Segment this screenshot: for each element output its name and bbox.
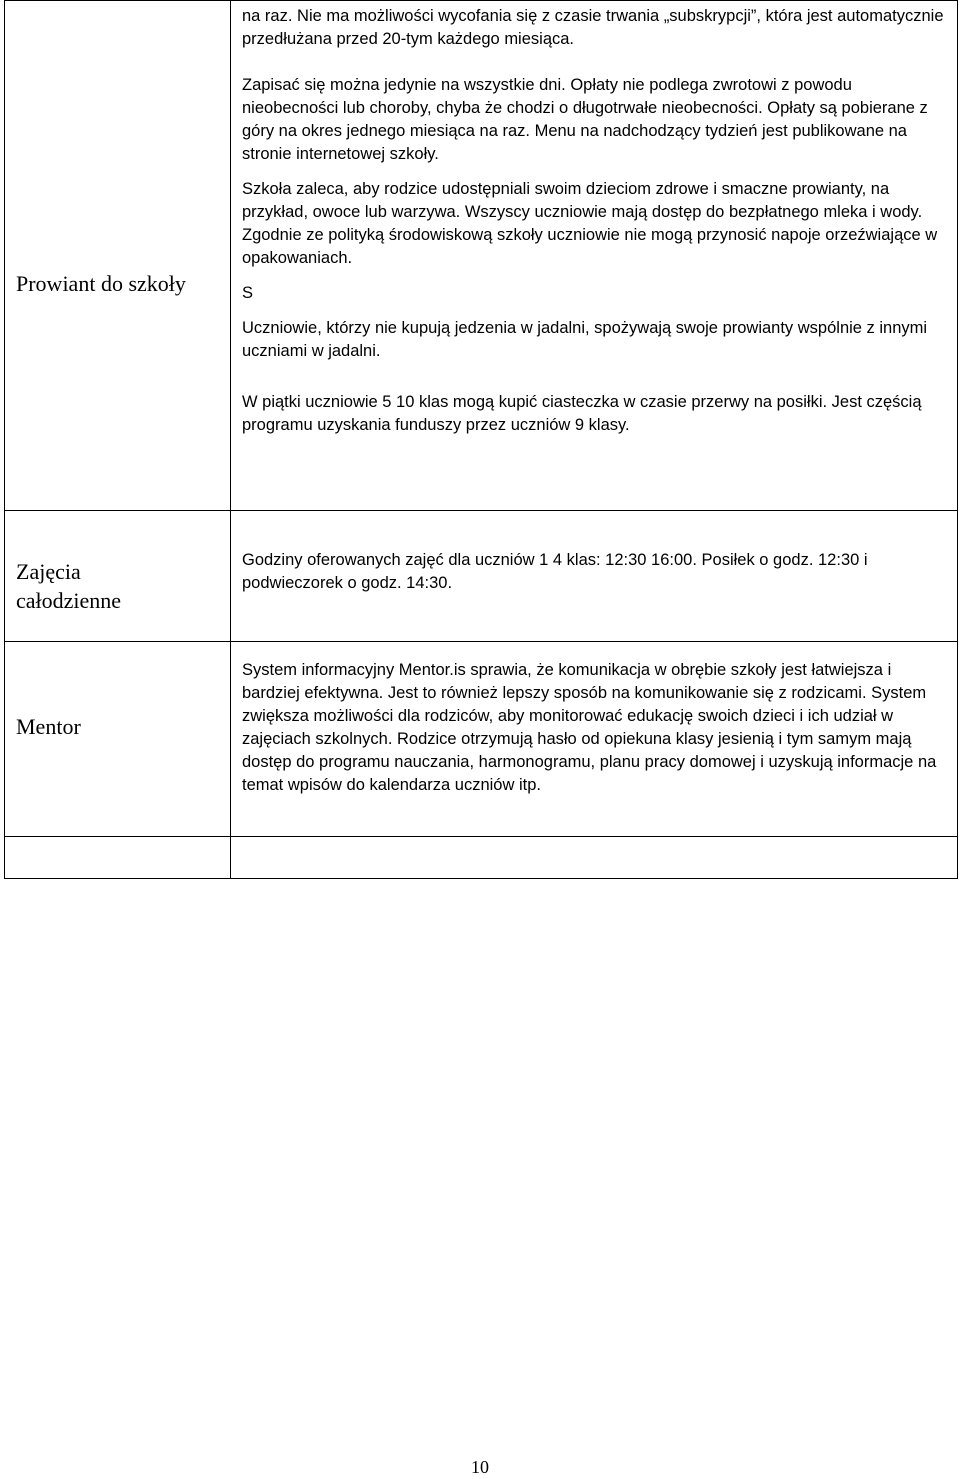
row-label-cell [5,642,231,837]
table-row [5,837,958,879]
row-label-cell [5,511,231,642]
row-content-cell [231,837,958,879]
row-content-cell [231,642,958,837]
row-label-cell [5,1,231,511]
table-row [5,1,958,511]
paragraph: Godziny oferowanych zajęć dla uczniów 1 4 klas: 12:30 16:00. Posiłek o godz. 12:30 i podwieczorek o godz. 14:30. [242,551,868,592]
paragraph: Zapisać się można jedynie na wszystkie dni. Opłaty nie podlega zwrotowi z powodu nieobecności lub choroby, chyba że chodzi o długotrwałe nieobecności. Opłaty są pobierane z góry na okres jednego miesiąca na raz. Menu na nadchodzący tydzień jest publikowane na stronie internetowej szkoły. [242,76,928,163]
paragraph: Szkoła zaleca, aby rodzice udostępniali swoim dzieciom zdrowe i smaczne prowianty, na przykład, owoce lub warzywa. Wszyscy uczniowie mają dostęp do bezpłatnego mleka i wody. Zgodnie ze polityką środowiskową szkoły uczniowie nie mogą przynosić napoje orzeźwiające w opakowaniach. [242,180,938,267]
paragraph: na raz. Nie ma możliwości wycofania się z czasie trwania „subskrypcji”, która jest automatycznie przedłużana przed 20-tym każdego miesiąca. [242,7,944,48]
row-label-zajecia: Zajęcia całodzienne [16,559,122,613]
info-table [4,0,958,879]
paragraph: S [242,284,254,302]
table-row [5,511,958,642]
page-number: 10 [471,1457,489,1477]
row-content-cell [231,1,958,511]
row-content-cell [231,511,958,642]
row-label-prowiant: Prowiant do szkoły [16,271,186,296]
paragraph: Uczniowie, którzy nie kupują jedzenia w jadalni, spożywają swoje prowianty wspólnie z innymi uczniami w jadalni. [242,319,928,360]
row-label-cell [5,837,231,879]
paragraph: System informacyjny Mentor.is sprawia, że komunikacja w obrębie szkoły jest łatwiejsza i bardziej efektywna. Jest to również lepszy sposób na komunikowanie się z rodzicami. System zwiększa możliwości dla rodziców, aby monitorować edukację swoich dzieci i ich udział w zajęciach szkolnych. Rodzice otrzymują hasło od opiekuna klasy jesienią i tym samym mają dostęp do programu nauczania, harmonogramu, planu pracy domowej i uzyskują informacje na temat wpisów do kalendarza uczniów itp. [242,661,937,794]
table-row [5,642,958,837]
row-label-mentor: Mentor [16,714,81,739]
paragraph: W piątki uczniowie 5 10 klas mogą kupić ciasteczka w czasie przerwy na posiłki. Jest częścią programu uzyskania funduszy przez uczniów 9 klasy. [242,393,922,434]
